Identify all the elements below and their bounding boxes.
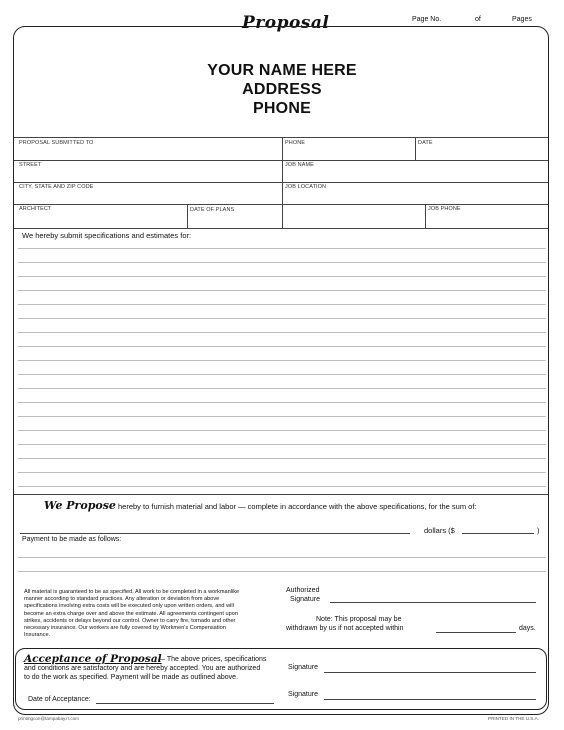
- job-phone-field[interactable]: JOB PHONE: [428, 206, 461, 212]
- spec-line[interactable]: [18, 486, 546, 487]
- spec-line[interactable]: [18, 360, 546, 361]
- date-of-plans-field[interactable]: DATE OF PLANS: [190, 207, 235, 213]
- terms-line: All material is guaranteed to be as specified. All work to be completed in a workmanlike: [24, 589, 240, 595]
- terms-line: strikes, accidents or delays beyond our control. Owner to carry fire, tornado and other: [24, 617, 236, 624]
- pages-label: Pages: [512, 16, 532, 23]
- spec-line[interactable]: [18, 248, 546, 249]
- spec-line[interactable]: [18, 346, 546, 347]
- grid-line: [14, 182, 548, 183]
- business-phone: PHONE: [253, 100, 311, 117]
- spec-line[interactable]: [18, 430, 546, 431]
- days-line[interactable]: [436, 632, 516, 633]
- close-paren: ): [537, 526, 540, 535]
- acceptance-text-2: and conditions are satisfactory and are hereby accepted. You are authorized: [24, 665, 261, 672]
- submitted-to-field[interactable]: PROPOSAL SUBMITTED TO: [19, 140, 94, 146]
- spec-line[interactable]: [18, 388, 546, 389]
- terms-line: Insurance.: [24, 632, 51, 639]
- job-name-field[interactable]: JOB NAME: [285, 162, 314, 168]
- withdraw-note-2: withdrawn by us if not accepted within: [286, 625, 404, 632]
- spec-line[interactable]: [18, 332, 546, 333]
- spec-line[interactable]: [18, 402, 546, 403]
- payment-line[interactable]: [18, 557, 546, 558]
- days-label: days.: [519, 625, 536, 632]
- footer-contact: printingcon@tampabay.rr.com: [18, 716, 80, 721]
- terms-line: specifications involving extra costs will be executed only upon written orders, and will: [24, 603, 234, 610]
- grid-divider: [187, 204, 188, 228]
- dollar-amount-line[interactable]: [462, 533, 534, 534]
- spec-bottom-line: [14, 494, 548, 495]
- job-location-field[interactable]: JOB LOCATION: [285, 184, 327, 190]
- signature-label: Signature: [290, 596, 320, 603]
- spec-line[interactable]: [18, 472, 546, 473]
- spec-line[interactable]: [18, 304, 546, 305]
- spec-line[interactable]: [18, 318, 546, 319]
- acceptance-heading: Acceptance of Proposal: [24, 653, 162, 665]
- dollars-label: dollars ($: [424, 526, 455, 535]
- footer-printed: PRINTED IN THE U.S.A.: [488, 716, 539, 721]
- date-of-acceptance-label: Date of Acceptance:: [28, 696, 91, 703]
- payment-line[interactable]: [18, 571, 546, 572]
- date-of-acceptance-line[interactable]: [96, 703, 274, 704]
- spec-line[interactable]: [18, 416, 546, 417]
- terms-line: manner according to standard practices. Any alteration or deviation from above: [24, 596, 220, 603]
- business-address: ADDRESS: [242, 81, 322, 98]
- terms-text: [24, 589, 276, 639]
- spec-line[interactable]: [18, 290, 546, 291]
- acceptance-signature-1-line[interactable]: [324, 672, 536, 673]
- grid-line: [14, 137, 548, 138]
- acceptance-signature-1-label: Signature: [288, 664, 318, 671]
- grid-line: [14, 204, 548, 205]
- terms-line: become an extra charge over and above the estimate. All agreements contingent upon: [24, 610, 238, 617]
- spec-line[interactable]: [18, 444, 546, 445]
- business-name: YOUR NAME HERE: [207, 62, 357, 79]
- city-state-zip-field[interactable]: CITY, STATE AND ZIP CODE: [19, 184, 94, 190]
- authorized-signature-line[interactable]: [330, 602, 536, 603]
- authorized-label: Authorized: [286, 587, 320, 594]
- payment-label: Payment to be made as follows:: [22, 536, 122, 543]
- acceptance-text-3: to do the work as specified. Payment will be made as outlined above.: [24, 674, 239, 681]
- spec-line[interactable]: [18, 262, 546, 263]
- grid-divider: [425, 204, 426, 228]
- page-no-label: Page No.: [412, 16, 442, 23]
- grid-line: [14, 228, 548, 229]
- acceptance-signature-2-line[interactable]: [324, 699, 536, 700]
- grid-line: [14, 160, 548, 161]
- terms-line: necessary insurance. Our workers are fully covered by Workmen's Compensation: [24, 625, 226, 632]
- phone-field[interactable]: PHONE: [285, 140, 306, 146]
- grid-divider: [282, 137, 283, 228]
- date-field[interactable]: DATE: [418, 140, 433, 146]
- grid-divider: [415, 137, 416, 160]
- acceptance-text-1: — The above prices, specifications: [158, 656, 267, 663]
- withdraw-note-1: Note: This proposal may be: [316, 616, 402, 623]
- acceptance-signature-2-label: Signature: [288, 691, 318, 698]
- proposal-title: Proposal: [242, 13, 330, 33]
- we-propose-heading: We Propose: [44, 499, 116, 512]
- of-label: of: [475, 16, 481, 23]
- spec-line[interactable]: [18, 374, 546, 375]
- sum-amount-line[interactable]: [20, 533, 410, 534]
- spec-line[interactable]: [18, 458, 546, 459]
- street-field[interactable]: STREET: [19, 162, 42, 168]
- specifications-intro: We hereby submit specifications and estimates for:: [22, 231, 192, 240]
- architect-field[interactable]: ARCHITECT: [19, 206, 52, 212]
- spec-line[interactable]: [18, 276, 546, 277]
- propose-text: hereby to furnish material and labor — complete in accordance with the above specifications, for the sum of:: [118, 502, 477, 511]
